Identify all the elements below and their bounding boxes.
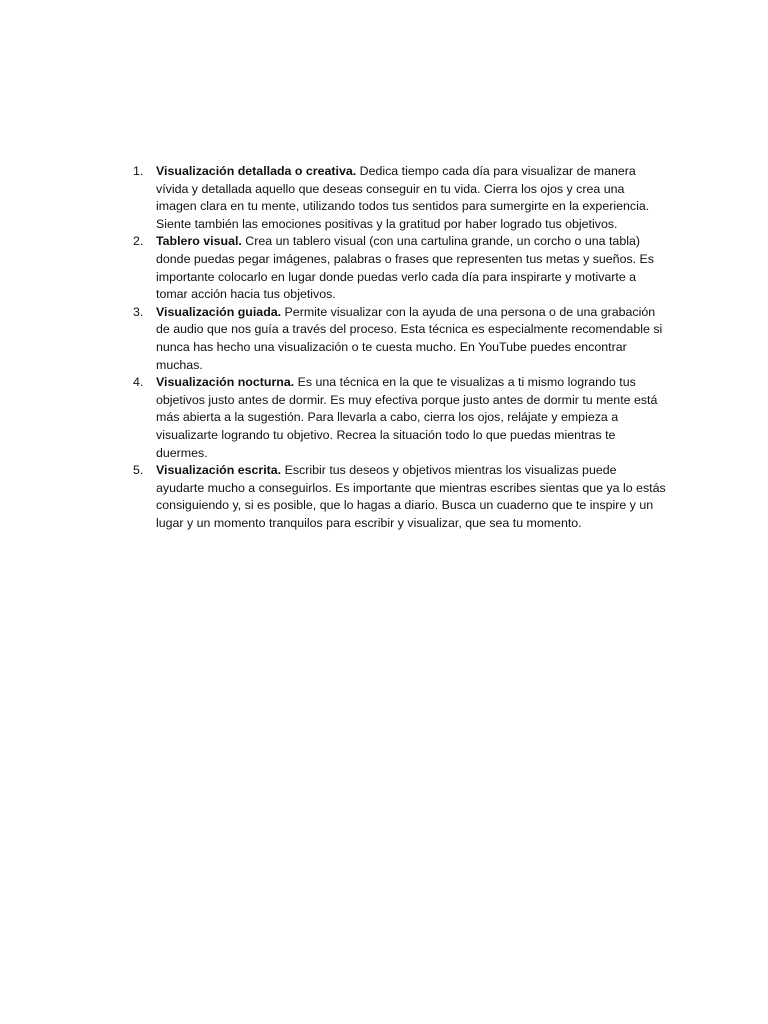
list-item xyxy=(133,374,668,462)
list-item-text: Permite visualizar con la ayuda de una persona o de una grabación de audio que nos guía a través del proceso. Esta técnica es especialmente recomendable si nunca has hecho una visualización o te cuesta mucho. En YouTube puedes encontrar muchas. xyxy=(156,304,663,372)
list-item xyxy=(133,233,668,303)
list-item xyxy=(133,462,668,532)
visualization-list xyxy=(133,163,668,532)
list-item-text: Escribir tus deseos y objetivos mientras los visualizas puede ayudarte mucho a conseguirlos. Es importante que mientras escribes sientas que ya lo estás consiguiendo y, si es posible, que lo hagas a diario. Busca un cuaderno que te inspire y un lugar y un momento tranquilos para escribir y visualizar, que sea tu momento. xyxy=(156,463,666,530)
list-item-number: 5. xyxy=(133,463,144,478)
list-item-title: Visualización detallada o creativa. xyxy=(156,164,357,178)
list-item-text: Es una técnica en la que te visualizas a ti mismo logrando tus objetivos justo antes de dormir. Es muy efectiva porque justo antes de dormir tu mente está más abierta a la sugestión. Para llevarla a cabo, cierra los ojos, relájate y empieza a visualizarte logrando tu objetivo. Recrea la situación todo lo que puedas mientras te duermes. xyxy=(156,375,658,460)
list-item-number: 1. xyxy=(133,164,144,178)
list-item xyxy=(133,163,668,233)
list-item-title: Visualización guiada. xyxy=(156,304,282,319)
list-item-title: Visualización nocturna. xyxy=(156,375,295,390)
list-item-text: Crea un tablero visual (con una cartulina grande, un corcho o una tabla) donde puedas pegar imágenes, palabras o frases que representen tus metas y sueños. Es importante colocarlo en lugar donde puedas verlo cada día para inspirarte y motivarte a tomar acción hacia tus objetivos. xyxy=(156,234,655,302)
list-item-title: Tablero visual. xyxy=(156,234,242,249)
list-item-number: 2. xyxy=(133,234,144,249)
list-item-number: 3. xyxy=(133,304,144,319)
list-item-title: Visualización escrita. xyxy=(156,463,282,478)
list-item xyxy=(133,304,668,374)
list-item-number: 4. xyxy=(133,375,144,390)
list-item-text: Dedica tiempo cada día para visualizar de manera vívida y detallada aquello que deseas conseguir en tu vida. Cierra los ojos y crea una imagen clara en tu mente, utilizando todos tus sentidos para sumergirte en la experiencia. Siente también las emociones positivas y la gratitud por haber logrado tus objetivos. xyxy=(156,164,650,231)
